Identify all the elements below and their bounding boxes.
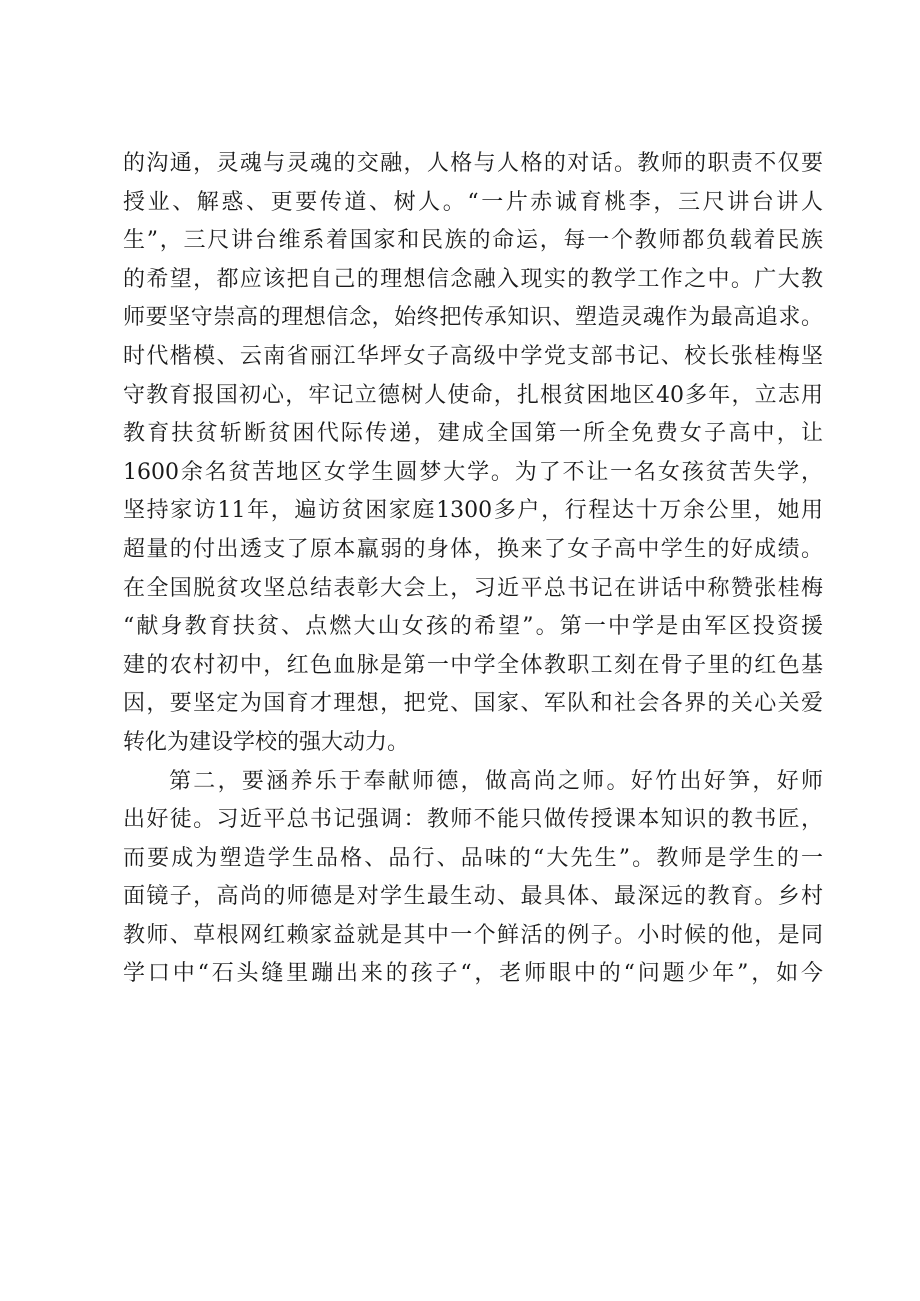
text-line: 在全国脱贫攻坚总结表彰大会上，习近平总书记在讲话中称赞张桂梅: [123, 575, 823, 601]
text-line: 守教育报国初心，牢记立德树人使命，扎根贫困地区40多年，立志用: [123, 382, 823, 408]
text-line: 建的农村初中，红色血脉是第一中学全体教职工刻在骨子里的红色基: [123, 652, 823, 678]
text-line: 的希望，都应该把自己的理想信念融入现实的教学工作之中。广大教: [123, 266, 823, 292]
text-line: 学口中“石头缝里蹦出来的孩子“，老师眼中的“问题少年”，如今: [123, 961, 823, 987]
text-line: 时代楷模、云南省丽江华坪女子高级中学党支部书记、校长张桂梅坚: [123, 343, 823, 369]
text-line: 出好徒。习近平总书记强调：教师不能只做传授课本知识的教书匠，: [123, 807, 823, 833]
text-line: 1600余名贫苦地区女学生圆梦大学。为了不让一名女孩贫苦失学，: [123, 459, 823, 485]
text-line: “献身教育扶贫、点燃大山女孩的希望”。第一中学是由军区投资援: [123, 614, 823, 640]
text-line: 而要成为塑造学生品格、品行、品味的“大先生”。教师是学生的一: [123, 845, 823, 871]
text-line: 师要坚守崇高的理想信念，始终把传承知识、塑造灵魂作为最高追求。: [123, 305, 823, 331]
text-line: 因，要坚定为国育才理想，把党、国家、军队和社会各界的关心关爱: [123, 691, 823, 717]
text-line: 生”，三尺讲台维系着国家和民族的命运，每一个教师都负载着民族: [123, 228, 823, 254]
text-line: 坚持家访11年，遍访贫困家庭1300多户，行程达十万余公里，她用: [123, 498, 823, 524]
text-line: 的沟通，灵魂与灵魂的交融，人格与人格的对话。教师的职责不仅要: [123, 151, 823, 176]
text-line: 教师、草根网红赖家益就是其中一个鲜活的例子。小时候的他，是同: [123, 922, 823, 948]
text-line: 教育扶贫斩断贫困代际传递，建成全国第一所全免费女子高中，让: [123, 421, 823, 447]
text-line: 超量的付出透支了原本羸弱的身体，换来了女子高中学生的好成绩。: [123, 536, 823, 562]
text-line: 面镜子，高尚的师德是对学生最生动、最具体、最深远的教育。乡村: [123, 884, 823, 910]
text-line: 授业、解惑、更要传道、树人。“一片赤诚育桃李，三尺讲台讲人: [123, 189, 823, 215]
paragraph-start-line: 第二，要涵养乐于奉献师德，做高尚之师。好竹出好笋，好师: [169, 768, 823, 794]
paragraph-end-line: 转化为建设学校的强大动力。: [123, 729, 410, 755]
body-text: [123, 145, 823, 994]
